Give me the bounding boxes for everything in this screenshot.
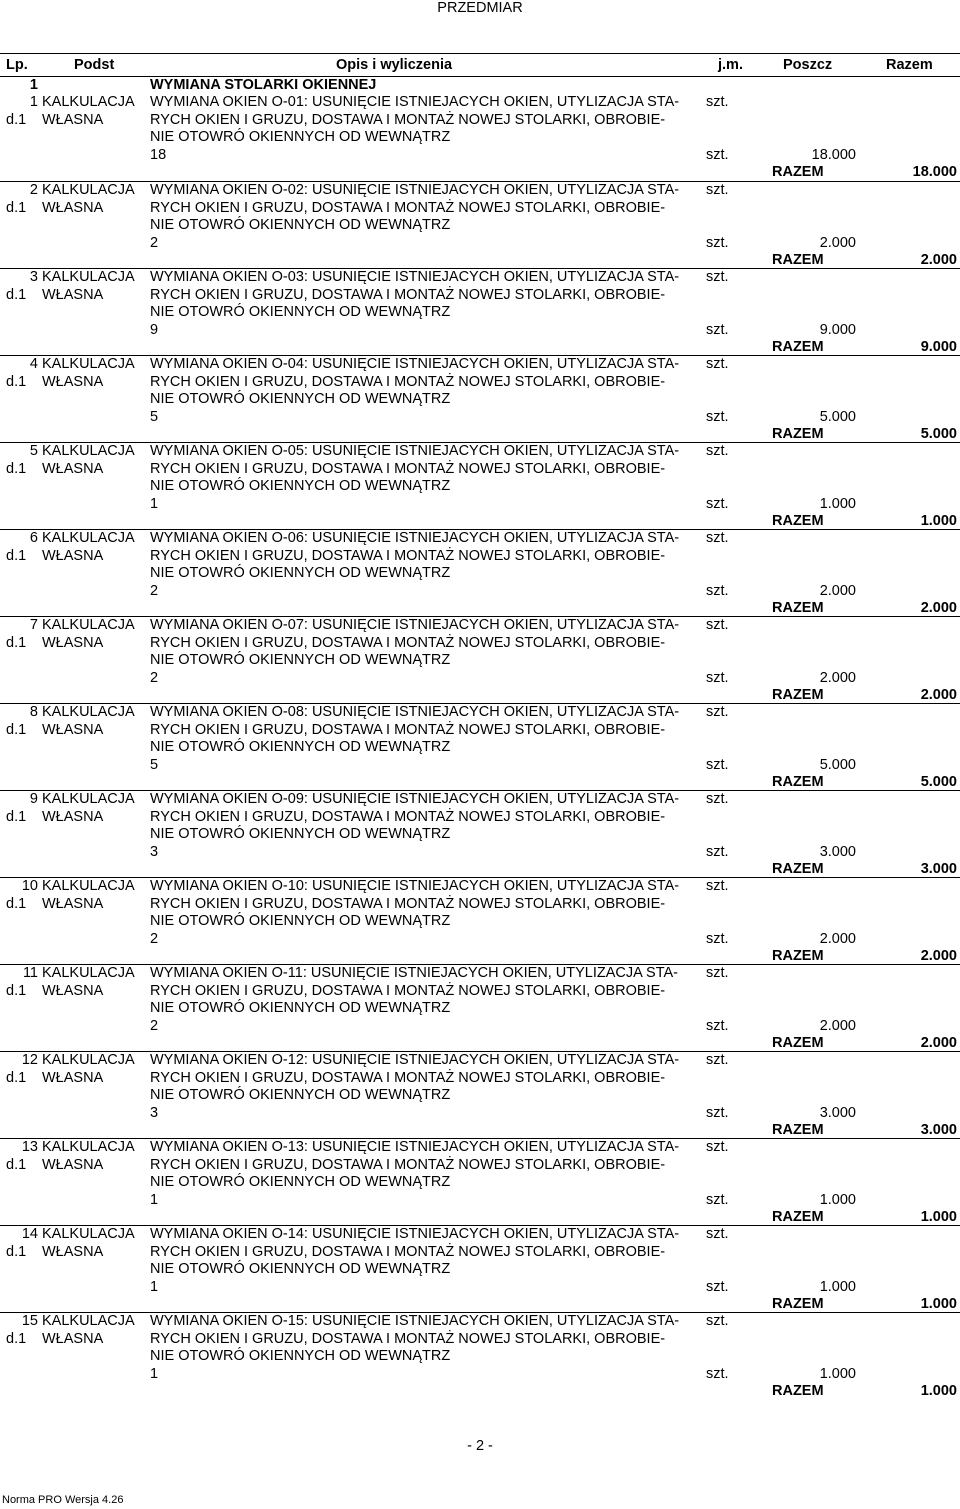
- table-row: [0, 877, 960, 964]
- total-value: 2.000: [920, 252, 957, 268]
- total-label: RAZEM: [772, 1122, 824, 1138]
- description-line-3: NIE OTOWRÓ OKIENNYCH OD WEWNĄTRZ: [150, 739, 451, 755]
- column-header-poszcz: Poszcz: [783, 57, 833, 73]
- unit: szt.: [706, 1313, 729, 1329]
- quantity-unit: szt.: [706, 1104, 729, 1121]
- position-number: 11: [22, 965, 38, 981]
- position-number: 4: [29, 356, 38, 372]
- quantity-unit: szt.: [706, 582, 729, 599]
- total-value: 3.000: [920, 1122, 957, 1138]
- position-sub-number: d.1: [6, 547, 27, 564]
- description-line-1: WYMIANA OKIEN O-03: USUNIĘCIE ISTNIEJACYCH OKIEN, UTYLIZACJA STA-: [150, 269, 680, 285]
- basis-line-1: KALKULACJA: [42, 878, 135, 894]
- partial-quantity: 3.000: [819, 1104, 856, 1121]
- total-value: 2.000: [920, 600, 957, 616]
- description-line-2: RYCH OKIEN I GRUZU, DOSTAWA I MONTAŻ NOWEJ STOLARKI, OBROBIE-: [150, 1243, 666, 1260]
- description-line-1: WYMIANA OKIEN O-13: USUNIĘCIE ISTNIEJACYCH OKIEN, UTYLIZACJA STA-: [150, 1139, 680, 1155]
- quantity-calculation: 2: [150, 930, 159, 947]
- total-value: 1.000: [920, 1296, 957, 1312]
- position-number: 7: [29, 617, 38, 633]
- description-line-3: NIE OTOWRÓ OKIENNYCH OD WEWNĄTRZ: [150, 565, 451, 581]
- basis-line-2: WŁASNA: [42, 982, 104, 999]
- total-value: 2.000: [920, 687, 957, 703]
- basis-line-1: KALKULACJA: [42, 443, 135, 459]
- section-number: 1: [29, 77, 38, 93]
- quantity-calculation: 2: [150, 234, 159, 251]
- basis-line-1: KALKULACJA: [42, 617, 135, 633]
- total-value: 3.000: [920, 861, 957, 877]
- basis-line-1: KALKULACJA: [42, 1139, 135, 1155]
- quantity-unit: szt.: [706, 1365, 729, 1382]
- basis-line-2: WŁASNA: [42, 1330, 104, 1347]
- quantity-calculation: 9: [150, 321, 159, 338]
- quantity-unit: szt.: [706, 1278, 729, 1295]
- description-line-1: WYMIANA OKIEN O-11: USUNIĘCIE ISTNIEJACYCH OKIEN, UTYLIZACJA STA-: [150, 965, 678, 981]
- position-sub-number: d.1: [6, 982, 27, 999]
- column-header-opis: Opis i wyliczenia: [336, 57, 453, 73]
- description-line-2: RYCH OKIEN I GRUZU, DOSTAWA I MONTAŻ NOWEJ STOLARKI, OBROBIE-: [150, 286, 666, 303]
- position-sub-number: d.1: [6, 808, 27, 825]
- total-label: RAZEM: [772, 164, 824, 180]
- basis-line-2: WŁASNA: [42, 547, 104, 564]
- quantity-calculation: 1: [150, 495, 159, 512]
- total-label: RAZEM: [772, 774, 824, 790]
- basis-line-1: KALKULACJA: [42, 704, 135, 720]
- basis-line-2: WŁASNA: [42, 199, 104, 216]
- position-sub-number: d.1: [6, 460, 27, 477]
- description-line-2: RYCH OKIEN I GRUZU, DOSTAWA I MONTAŻ NOWEJ STOLARKI, OBROBIE-: [150, 460, 666, 477]
- position-number: 15: [21, 1313, 38, 1329]
- description-line-2: RYCH OKIEN I GRUZU, DOSTAWA I MONTAŻ NOWEJ STOLARKI, OBROBIE-: [150, 111, 666, 128]
- total-value: 9.000: [920, 339, 957, 355]
- page-number: - 2 -: [467, 1438, 493, 1454]
- position-sub-number: d.1: [6, 111, 27, 128]
- basis-line-1: KALKULACJA: [42, 269, 135, 285]
- quantity-calculation: 1: [150, 1278, 159, 1295]
- basis-line-1: KALKULACJA: [42, 965, 135, 981]
- section-title: WYMIANA STOLARKI OKIENNEJ: [150, 77, 377, 93]
- quantity-calculation: 1: [150, 1191, 159, 1208]
- quantity-calculation: 2: [150, 669, 159, 686]
- quantity-calculation: 1: [150, 1365, 159, 1382]
- position-number: 13: [21, 1139, 38, 1155]
- description-line-3: NIE OTOWRÓ OKIENNYCH OD WEWNĄTRZ: [150, 217, 451, 233]
- unit: szt.: [706, 878, 729, 894]
- quantity-calculation: 5: [150, 756, 159, 773]
- description-line-3: NIE OTOWRÓ OKIENNYCH OD WEWNĄTRZ: [150, 304, 451, 320]
- total-value: 2.000: [920, 1035, 957, 1051]
- description-line-1: WYMIANA OKIEN O-10: USUNIĘCIE ISTNIEJACYCH OKIEN, UTYLIZACJA STA-: [150, 878, 680, 894]
- description-line-2: RYCH OKIEN I GRUZU, DOSTAWA I MONTAŻ NOWEJ STOLARKI, OBROBIE-: [150, 1330, 666, 1347]
- description-line-3: NIE OTOWRÓ OKIENNYCH OD WEWNĄTRZ: [150, 391, 451, 407]
- position-number: 2: [29, 182, 38, 198]
- position-sub-number: d.1: [6, 373, 27, 390]
- basis-line-1: KALKULACJA: [42, 182, 135, 198]
- description-line-1: WYMIANA OKIEN O-06: USUNIĘCIE ISTNIEJACYCH OKIEN, UTYLIZACJA STA-: [150, 530, 680, 546]
- description-line-3: NIE OTOWRÓ OKIENNYCH OD WEWNĄTRZ: [150, 478, 451, 494]
- partial-quantity: 2.000: [819, 234, 856, 251]
- position-number: 8: [29, 704, 38, 720]
- unit: szt.: [706, 269, 729, 285]
- quantity-unit: szt.: [706, 930, 729, 947]
- quantity-unit: szt.: [706, 756, 729, 773]
- unit: szt.: [706, 1226, 729, 1242]
- description-line-1: WYMIANA OKIEN O-08: USUNIĘCIE ISTNIEJACYCH OKIEN, UTYLIZACJA STA-: [150, 704, 680, 720]
- position-sub-number: d.1: [6, 895, 27, 912]
- table-row: [0, 703, 960, 790]
- description-line-3: NIE OTOWRÓ OKIENNYCH OD WEWNĄTRZ: [150, 1174, 451, 1190]
- unit: szt.: [706, 356, 729, 372]
- partial-quantity: 1.000: [819, 495, 856, 512]
- partial-quantity: 2.000: [819, 669, 856, 686]
- unit: szt.: [706, 530, 729, 546]
- description-line-3: NIE OTOWRÓ OKIENNYCH OD WEWNĄTRZ: [150, 1348, 451, 1364]
- quantity-unit: szt.: [706, 669, 729, 686]
- quantity-unit: szt.: [706, 408, 729, 425]
- description-line-3: NIE OTOWRÓ OKIENNYCH OD WEWNĄTRZ: [150, 913, 451, 929]
- basis-line-1: KALKULACJA: [42, 1313, 135, 1329]
- table-row: [0, 94, 960, 181]
- table-row: [0, 1138, 960, 1225]
- position-sub-number: d.1: [6, 286, 27, 303]
- position-number: 6: [29, 530, 38, 546]
- description-line-2: RYCH OKIEN I GRUZU, DOSTAWA I MONTAŻ NOWEJ STOLARKI, OBROBIE-: [150, 1069, 666, 1086]
- footer-software-version: Norma PRO Wersja 4.26: [2, 1494, 124, 1506]
- quantity-calculation: 2: [150, 1017, 159, 1034]
- total-label: RAZEM: [772, 1209, 824, 1225]
- description-line-2: RYCH OKIEN I GRUZU, DOSTAWA I MONTAŻ NOWEJ STOLARKI, OBROBIE-: [150, 634, 666, 651]
- section-row: [0, 76, 960, 94]
- basis-line-1: KALKULACJA: [42, 1052, 135, 1068]
- position-sub-number: d.1: [6, 721, 27, 738]
- basis-line-1: KALKULACJA: [42, 530, 135, 546]
- total-label: RAZEM: [772, 252, 824, 268]
- table-row: [0, 442, 960, 529]
- quantity-unit: szt.: [706, 843, 729, 860]
- total-label: RAZEM: [772, 600, 824, 616]
- total-label: RAZEM: [772, 426, 824, 442]
- description-line-1: WYMIANA OKIEN O-01: USUNIĘCIE ISTNIEJACYCH OKIEN, UTYLIZACJA STA-: [150, 94, 680, 110]
- partial-quantity: 5.000: [819, 408, 856, 425]
- total-value: 5.000: [920, 774, 957, 790]
- partial-quantity: 1.000: [819, 1191, 856, 1208]
- unit: szt.: [706, 1139, 729, 1155]
- position-sub-number: d.1: [6, 1069, 27, 1086]
- unit: szt.: [706, 617, 729, 633]
- quantity-unit: szt.: [706, 495, 729, 512]
- quantity-calculation: 18: [150, 146, 167, 163]
- table-row: [0, 1312, 960, 1399]
- unit: szt.: [706, 94, 729, 110]
- basis-line-2: WŁASNA: [42, 634, 104, 651]
- description-line-2: RYCH OKIEN I GRUZU, DOSTAWA I MONTAŻ NOWEJ STOLARKI, OBROBIE-: [150, 199, 666, 216]
- description-line-3: NIE OTOWRÓ OKIENNYCH OD WEWNĄTRZ: [150, 129, 451, 145]
- basis-line-2: WŁASNA: [42, 111, 104, 128]
- basis-line-1: KALKULACJA: [42, 94, 135, 110]
- position-sub-number: d.1: [6, 199, 27, 216]
- unit: szt.: [706, 704, 729, 720]
- basis-line-2: WŁASNA: [42, 1243, 104, 1260]
- unit: szt.: [706, 443, 729, 459]
- description-line-3: NIE OTOWRÓ OKIENNYCH OD WEWNĄTRZ: [150, 1000, 451, 1016]
- description-line-1: WYMIANA OKIEN O-14: USUNIĘCIE ISTNIEJACYCH OKIEN, UTYLIZACJA STA-: [150, 1226, 680, 1242]
- total-value: 1.000: [920, 1209, 957, 1225]
- description-line-1: WYMIANA OKIEN O-12: USUNIĘCIE ISTNIEJACYCH OKIEN, UTYLIZACJA STA-: [150, 1052, 680, 1068]
- table-row: [0, 268, 960, 355]
- position-number: 10: [21, 878, 38, 894]
- description-line-1: WYMIANA OKIEN O-05: USUNIĘCIE ISTNIEJACYCH OKIEN, UTYLIZACJA STA-: [150, 443, 680, 459]
- quantity-unit: szt.: [706, 321, 729, 338]
- estimate-table: [0, 76, 960, 1399]
- position-number: 5: [29, 443, 38, 459]
- description-line-2: RYCH OKIEN I GRUZU, DOSTAWA I MONTAŻ NOWEJ STOLARKI, OBROBIE-: [150, 547, 666, 564]
- description-line-1: WYMIANA OKIEN O-15: USUNIĘCIE ISTNIEJACYCH OKIEN, UTYLIZACJA STA-: [150, 1313, 680, 1329]
- column-header-jm: j.m.: [718, 57, 743, 73]
- partial-quantity: 18.000: [811, 146, 856, 163]
- basis-line-2: WŁASNA: [42, 1156, 104, 1173]
- position-number: 12: [21, 1052, 38, 1068]
- basis-line-2: WŁASNA: [42, 460, 104, 477]
- description-line-3: NIE OTOWRÓ OKIENNYCH OD WEWNĄTRZ: [150, 1261, 451, 1277]
- total-value: 2.000: [920, 948, 957, 964]
- basis-line-2: WŁASNA: [42, 286, 104, 303]
- partial-quantity: 1.000: [819, 1365, 856, 1382]
- quantity-unit: szt.: [706, 146, 729, 163]
- total-value: 1.000: [920, 513, 957, 529]
- position-sub-number: d.1: [6, 634, 27, 651]
- quantity-unit: szt.: [706, 1191, 729, 1208]
- position-sub-number: d.1: [6, 1156, 27, 1173]
- table-row: [0, 964, 960, 1051]
- partial-quantity: 9.000: [819, 321, 856, 338]
- basis-line-2: WŁASNA: [42, 373, 104, 390]
- table-row: [0, 790, 960, 877]
- quantity-unit: szt.: [706, 1017, 729, 1034]
- quantity-calculation: 3: [150, 843, 159, 860]
- basis-line-2: WŁASNA: [42, 721, 104, 738]
- basis-line-1: KALKULACJA: [42, 1226, 135, 1242]
- total-label: RAZEM: [772, 513, 824, 529]
- quantity-unit: szt.: [706, 234, 729, 251]
- partial-quantity: 2.000: [819, 1017, 856, 1034]
- description-line-2: RYCH OKIEN I GRUZU, DOSTAWA I MONTAŻ NOWEJ STOLARKI, OBROBIE-: [150, 1156, 666, 1173]
- unit: szt.: [706, 791, 729, 807]
- description-line-1: WYMIANA OKIEN O-04: USUNIĘCIE ISTNIEJACYCH OKIEN, UTYLIZACJA STA-: [150, 356, 680, 372]
- total-label: RAZEM: [772, 687, 824, 703]
- position-number: 1: [29, 94, 38, 110]
- page-title: PRZEDMIAR: [437, 0, 523, 16]
- description-line-1: WYMIANA OKIEN O-07: USUNIĘCIE ISTNIEJACYCH OKIEN, UTYLIZACJA STA-: [150, 617, 680, 633]
- position-sub-number: d.1: [6, 1330, 27, 1347]
- table-row: [0, 529, 960, 616]
- table-row: [0, 1225, 960, 1312]
- column-header-podst: Podst: [74, 57, 115, 73]
- basis-line-2: WŁASNA: [42, 1069, 104, 1086]
- table-row: [0, 181, 960, 268]
- partial-quantity: 2.000: [819, 582, 856, 599]
- unit: szt.: [706, 1052, 729, 1068]
- table-header: [0, 53, 960, 77]
- partial-quantity: 1.000: [819, 1278, 856, 1295]
- total-value: 1.000: [920, 1383, 957, 1399]
- table-row: [0, 355, 960, 442]
- position-number: 14: [21, 1226, 38, 1242]
- total-label: RAZEM: [772, 861, 824, 877]
- quantity-calculation: 3: [150, 1104, 159, 1121]
- position-number: 3: [29, 269, 38, 285]
- total-label: RAZEM: [772, 339, 824, 355]
- total-label: RAZEM: [772, 948, 824, 964]
- position-sub-number: d.1: [6, 1243, 27, 1260]
- description-line-3: NIE OTOWRÓ OKIENNYCH OD WEWNĄTRZ: [150, 1087, 451, 1103]
- quantity-calculation: 2: [150, 582, 159, 599]
- basis-line-2: WŁASNA: [42, 808, 104, 825]
- total-value: 5.000: [920, 426, 957, 442]
- description-line-1: WYMIANA OKIEN O-02: USUNIĘCIE ISTNIEJACYCH OKIEN, UTYLIZACJA STA-: [150, 182, 680, 198]
- partial-quantity: 5.000: [819, 756, 856, 773]
- description-line-2: RYCH OKIEN I GRUZU, DOSTAWA I MONTAŻ NOWEJ STOLARKI, OBROBIE-: [150, 721, 666, 738]
- total-label: RAZEM: [772, 1296, 824, 1312]
- description-line-2: RYCH OKIEN I GRUZU, DOSTAWA I MONTAŻ NOWEJ STOLARKI, OBROBIE-: [150, 982, 666, 999]
- unit: szt.: [706, 182, 729, 198]
- description-line-3: NIE OTOWRÓ OKIENNYCH OD WEWNĄTRZ: [150, 826, 451, 842]
- partial-quantity: 3.000: [819, 843, 856, 860]
- position-number: 9: [29, 791, 38, 807]
- description-line-2: RYCH OKIEN I GRUZU, DOSTAWA I MONTAŻ NOWEJ STOLARKI, OBROBIE-: [150, 373, 666, 390]
- column-header-lp: Lp.: [6, 57, 28, 73]
- quantity-calculation: 5: [150, 408, 159, 425]
- basis-line-1: KALKULACJA: [42, 791, 135, 807]
- table-row: [0, 616, 960, 703]
- description-line-3: NIE OTOWRÓ OKIENNYCH OD WEWNĄTRZ: [150, 652, 451, 668]
- description-line-2: RYCH OKIEN I GRUZU, DOSTAWA I MONTAŻ NOWEJ STOLARKI, OBROBIE-: [150, 895, 666, 912]
- unit: szt.: [706, 965, 729, 981]
- table-row: [0, 1051, 960, 1138]
- basis-line-2: WŁASNA: [42, 895, 104, 912]
- total-value: 18.000: [912, 164, 957, 180]
- column-header-razem: Razem: [886, 57, 933, 73]
- partial-quantity: 2.000: [819, 930, 856, 947]
- total-label: RAZEM: [772, 1383, 824, 1399]
- total-label: RAZEM: [772, 1035, 824, 1051]
- description-line-1: WYMIANA OKIEN O-09: USUNIĘCIE ISTNIEJACYCH OKIEN, UTYLIZACJA STA-: [150, 791, 680, 807]
- description-line-2: RYCH OKIEN I GRUZU, DOSTAWA I MONTAŻ NOWEJ STOLARKI, OBROBIE-: [150, 808, 666, 825]
- basis-line-1: KALKULACJA: [42, 356, 135, 372]
